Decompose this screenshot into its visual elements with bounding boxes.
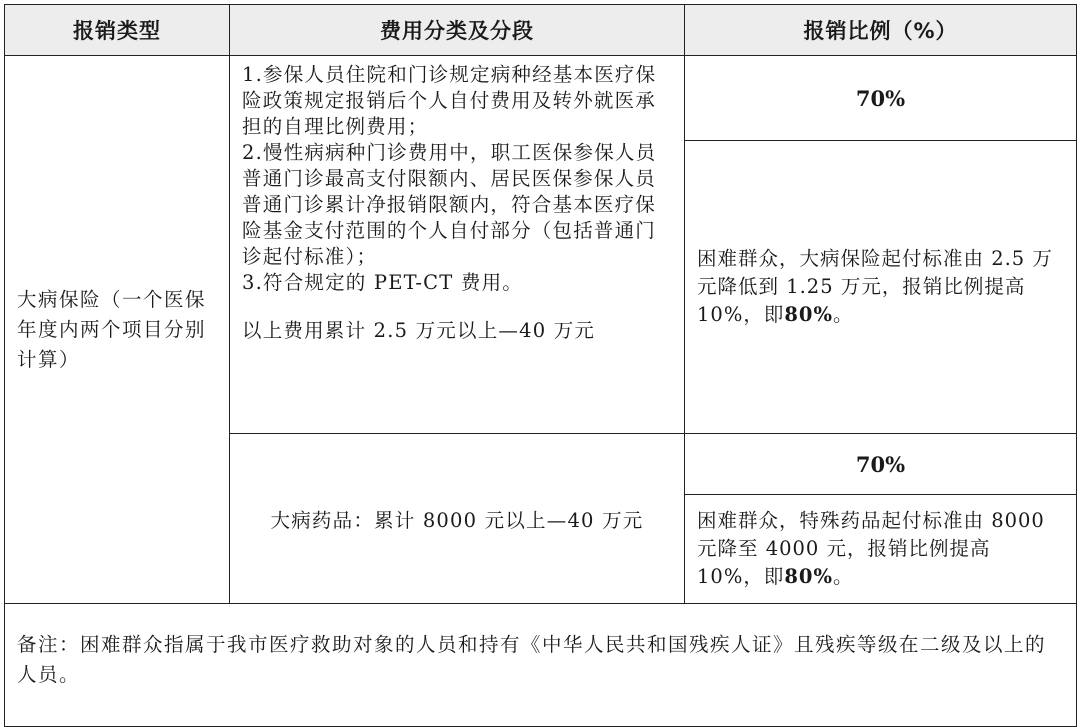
section2-rate: 70% xyxy=(685,434,1077,495)
header-rate: 报销比例（%） xyxy=(685,5,1077,56)
section1-rate: 70% xyxy=(685,56,1077,141)
section1-hardship-end: 。 xyxy=(833,303,854,326)
header-category: 费用分类及分段 xyxy=(230,5,685,56)
section1-hardship-text: 困难群众，大病保险起付标准由 2.5 万元降低到 1.25 万元，报销比例提高 10%，即 xyxy=(697,247,1053,326)
section1-content xyxy=(230,56,685,434)
section2-hardship xyxy=(685,495,1077,604)
section1-item-3: 3.符合规定的 PET-CT 费用。 xyxy=(242,271,523,294)
header-type: 报销类型 xyxy=(5,5,230,56)
reimbursement-table xyxy=(4,4,1077,727)
header-row xyxy=(5,5,1077,56)
section1-hardship xyxy=(685,141,1077,434)
table-row xyxy=(5,56,1077,141)
note-row xyxy=(5,604,1077,727)
note-text: 备注：困难群众指属于我市医疗救助对象的人员和持有《中华人民共和国残疾人证》且残疾等级在二级及以上的人员。 xyxy=(5,604,1077,727)
section1-summary: 以上费用累计 2.5 万元以上—40 万元 xyxy=(242,319,596,342)
section1-item-1: 1.参保人员住院和门诊规定病种经基本医疗保险政策规定报销后个人自付费用及转外就医承担的自理比例费用； xyxy=(242,63,657,138)
section2-label: 大病药品：累计 8000 元以上—40 万元 xyxy=(230,434,685,604)
section1-item-2: 2.慢性病病种门诊费用中，职工医保参保人员普通门诊最高支付限额内、居民医保参保人员普通门诊累计净报销限额内，符合基本医疗保险基金支付范围的个人自付部分（包括普通门诊起付标准）； xyxy=(242,141,657,268)
section2-hardship-text: 困难群众，特殊药品起付标准由 8000 元降至 4000 元，报销比例提高 10%，即 xyxy=(697,509,1045,588)
section2-hardship-rate: 80% xyxy=(784,565,834,588)
type-cell: 大病保险（一个医保年度内两个项目分别计算） xyxy=(5,56,230,604)
section1-hardship-rate: 80% xyxy=(784,303,834,326)
section2-hardship-end: 。 xyxy=(833,565,854,588)
